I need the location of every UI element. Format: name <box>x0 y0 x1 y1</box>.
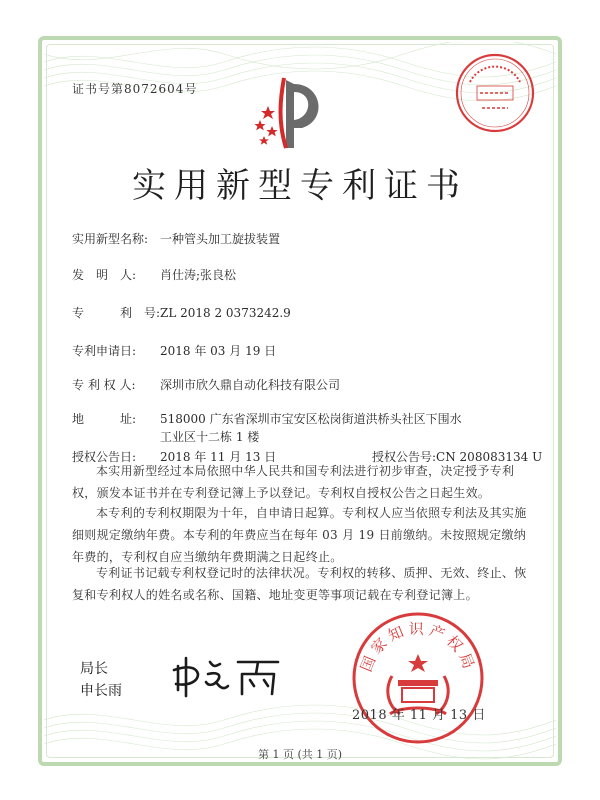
paragraph: 本实用新型经过本局依照中华人民共和国专利法进行初步审查，决定授予专利权，颁发本证书并在专利登记簿上予以登记。专利权自授权公告之日起生效。 <box>72 464 515 500</box>
field-filing-date <box>72 342 276 359</box>
certificate-title: 实用新型专利证书 <box>132 166 468 206</box>
field-patentee <box>72 376 340 393</box>
field-inventor <box>72 266 236 283</box>
handwritten-signature <box>168 652 288 700</box>
director-title: 局长 <box>80 661 108 677</box>
field-value: 深圳市欣久鼎自动化科技有限公司 <box>160 378 341 392</box>
page-number: 第 1 页 (共 1 页) <box>257 748 343 761</box>
field-patent-number <box>72 304 291 321</box>
field-label: 专利申请日: <box>72 344 137 358</box>
patent-office-seal <box>350 610 486 746</box>
field-label: 授权公告号: <box>372 450 437 464</box>
field-label: 实用新型名称: <box>72 232 149 246</box>
field-utility-name <box>72 230 280 247</box>
legal-status-statement <box>72 562 532 606</box>
term-statement <box>72 502 532 568</box>
field-label: 地 址: <box>72 412 137 426</box>
grant-statement <box>72 460 532 504</box>
field-address-line2: 工业区十二栋 1 楼 <box>160 430 260 444</box>
field-address <box>72 410 462 427</box>
field-value: 2018 年 11 月 13 日 <box>160 450 277 464</box>
field-value: CN 208083134 U <box>436 450 543 464</box>
patent-office-emblem-icon <box>250 74 336 154</box>
director-name: 申长雨 <box>80 683 122 699</box>
field-label: 专 利 权 人: <box>72 378 136 392</box>
field-value: ZL 2018 2 0373242.9 <box>160 306 291 320</box>
field-label: 专 利 号: <box>72 306 161 320</box>
field-label: 授权公告日: <box>72 450 137 464</box>
field-value: 一种管头加工旋拔装置 <box>160 232 281 246</box>
field-value: 518000 广东省深圳市宝安区松岗街道洪桥头社区下围水 <box>160 412 462 426</box>
paragraph: 专利证书记载专利权登记时的法律状况。专利权的转移、质押、无效、终止、恢复和专利权人的姓名或名称、国籍、地址变更等事项记载在专利登记簿上。 <box>72 566 527 602</box>
issue-date: 2018 年 11 月 13 日 <box>352 708 486 723</box>
director-block <box>80 658 122 702</box>
tax-seal-stamp <box>454 52 536 134</box>
seal-arc-text: 国家知识产权局 <box>356 619 480 675</box>
certificate-number: 证书号第8072604号 <box>72 82 198 96</box>
field-value: 2018 年 03 月 19 日 <box>160 344 277 358</box>
field-label: 发 明 人: <box>72 268 137 282</box>
field-value: 肖仕涛;张良松 <box>160 268 237 282</box>
paragraph: 本专利的专利权期限为十年，自申请日起算。专利权人应当依照专利法及其实施细则规定缴纳年费。本专利的年费应当在每年 03 月 19 日前缴纳。未按照规定缴纳年费的，专利权自应当缴纳年费期满之日起终止。 <box>72 506 527 564</box>
